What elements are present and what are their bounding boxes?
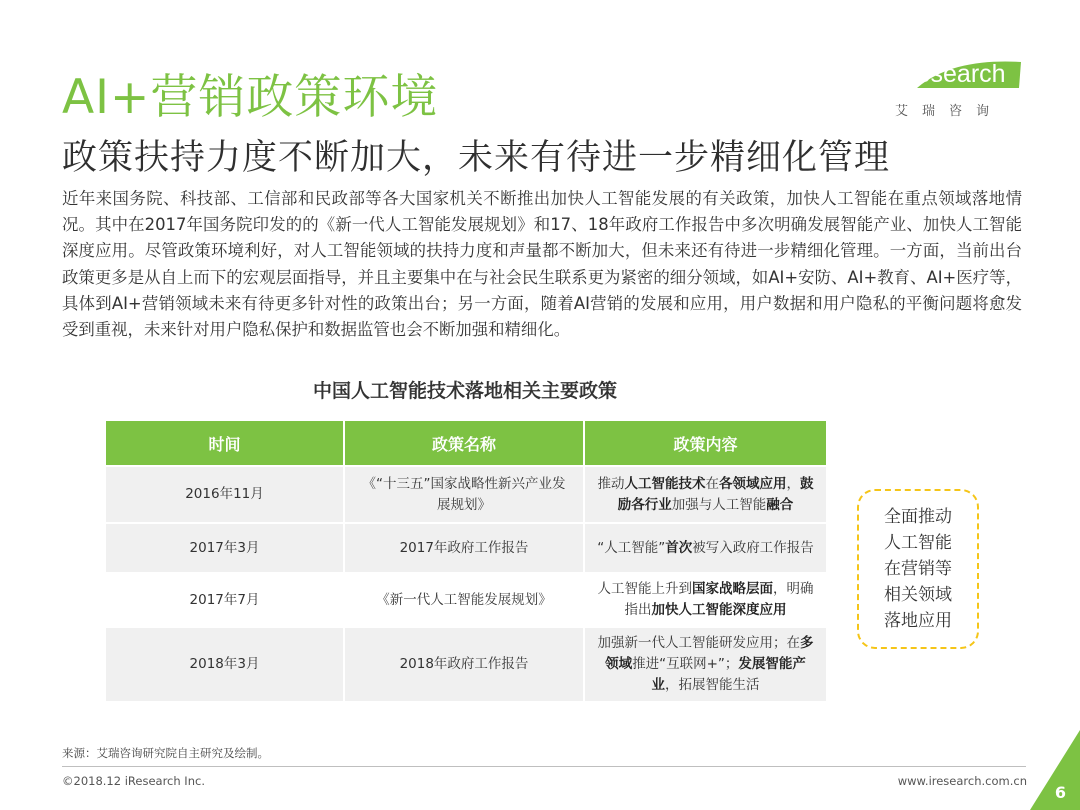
content-emphasis: 加快人工智能深度应用 — [651, 602, 787, 618]
cell-policy-content — [584, 627, 826, 701]
cell-time: 2017年3月 — [106, 523, 344, 573]
page-subtitle: 政策扶持力度不断加大，未来有待进一步精细化管理 — [62, 138, 891, 178]
page-number: 6 — [1054, 783, 1066, 802]
content-text: 在 — [705, 475, 719, 492]
table-row — [106, 466, 826, 523]
iresearch-logo — [893, 56, 1028, 126]
header-policy-content: 政策内容 — [584, 421, 826, 466]
cell-time: 2017年7月 — [106, 573, 344, 627]
content-text: ， — [786, 475, 800, 492]
content-emphasis: 各领域应用 — [719, 475, 787, 492]
content-text: ，拓展智能生活 — [665, 677, 760, 693]
source-note: 来源：艾瑞咨询研究院自主研究及绘制。 — [62, 746, 269, 760]
content-emphasis: 融合 — [766, 496, 794, 513]
cell-policy-name: 《“十三五”国家战略性新兴产业发展规划》 — [344, 466, 584, 523]
cell-policy-content — [584, 523, 826, 573]
copyright-text: ©2018.12 iResearch Inc. — [62, 774, 205, 788]
cell-policy-name: 2017年政府工作报告 — [344, 523, 584, 573]
body-paragraph: 近年来国务院、科技部、工信部和民政部等各大国家机关不断推出加快人工智能发展的有关政策，加快人工智能在重点领域落地情况。其中在2017年国务院印发的的《新一代人工智能发展规划》和17、18年政府工作报告中多次明确发展智能产业、加快人工智能深度应用。尽管政策环境利好，对人工智能领域的扶持力度和声量都不断加大，但未来还有待进一步精细化管理。一方面，当前出台政策更多是从自上而下的宏观层面指导，并且主要集中在与社会民生联系更为紧密的细分领域，如AI+安防、AI+教育、AI+医疗等，具体到AI+营销领域未来有待更多针对性的政策出台；另一方面，随着AI营销的发展和应用，用户数据和用户隐私的平衡问题将愈发受到重视，未来针对用户隐私保护和数据监管也会不断加强和精细化。 — [62, 189, 1022, 340]
content-text: 加强与人工智能 — [671, 496, 767, 513]
table-row — [106, 627, 826, 701]
content-emphasis: 国家战略层面 — [692, 581, 773, 597]
content-text: 被写入政府工作报告 — [692, 539, 814, 556]
table-header-row — [106, 421, 826, 466]
logo-chinese-name: 艾瑞咨询 — [895, 104, 1004, 119]
table-row — [106, 573, 826, 627]
cell-policy-content — [584, 573, 826, 627]
content-emphasis: 人工智能技术 — [624, 475, 706, 492]
logo-wordmark — [893, 56, 1023, 94]
content-text: “人工智能” — [597, 539, 666, 556]
policy-table — [106, 421, 826, 701]
cell-time: 2018年3月 — [106, 627, 344, 701]
header-time: 时间 — [106, 421, 344, 466]
cell-policy-name: 《新一代人工智能发展规划》 — [344, 573, 584, 627]
header-policy-name: 政策名称 — [344, 421, 584, 466]
cell-policy-content — [584, 466, 826, 523]
content-emphasis: 多领域 — [605, 635, 814, 672]
content-text: 推进“互联网+”； — [632, 656, 739, 672]
logo-text: iResearch — [893, 60, 1006, 88]
table-row — [106, 523, 826, 573]
cell-time: 2016年11月 — [106, 466, 344, 523]
content-text: 加强新一代人工智能研发应用；在 — [597, 635, 800, 651]
callout-text: 全面推动人工智能在营销等相关领域落地应用 — [884, 507, 952, 631]
content-text: 人工智能上升到 — [597, 581, 692, 597]
content-emphasis: 发展智能产业 — [651, 656, 806, 693]
content-emphasis: 鼓励各行业 — [617, 475, 814, 513]
content-text: 推动 — [597, 475, 625, 492]
website-url: www.iresearch.com.cn — [897, 774, 1027, 788]
cell-policy-name: 2018年政府工作报告 — [344, 627, 584, 701]
callout-box — [857, 489, 979, 649]
content-emphasis: 首次 — [665, 539, 693, 556]
content-text: ，明确指出 — [624, 581, 814, 618]
table-title: 中国人工智能技术落地相关主要政策 — [312, 380, 617, 402]
page-title: AI+营销政策环境 — [62, 70, 439, 125]
footer-divider — [62, 766, 1026, 767]
page-corner-shape — [1020, 730, 1080, 810]
